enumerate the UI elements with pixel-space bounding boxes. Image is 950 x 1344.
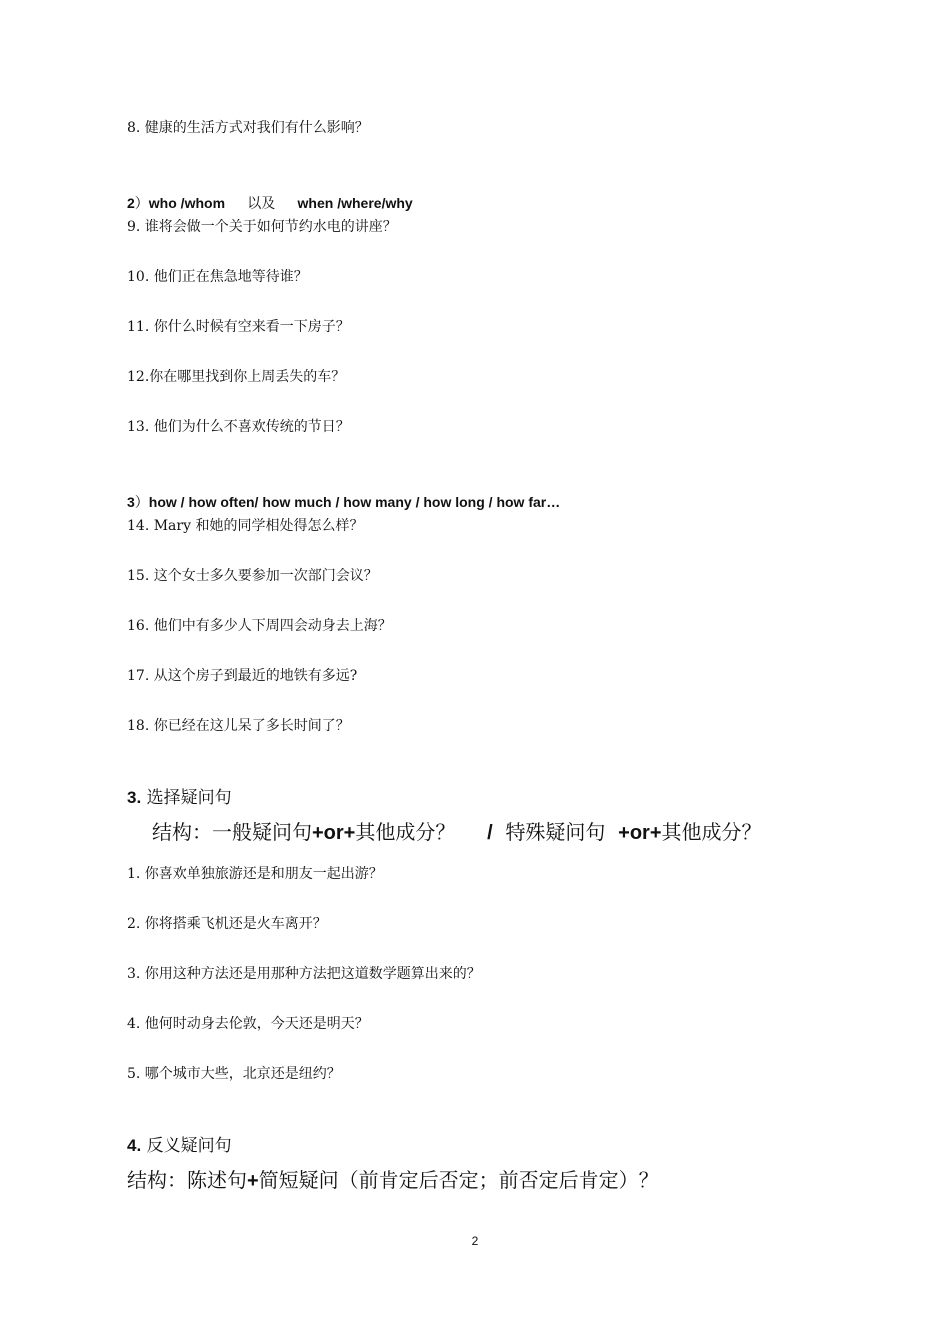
choice-question-4: 4. 他何时动身去伦敦，今天还是明天？ [127,1016,369,1032]
structure-general-question: 结构：一般疑问句 [152,820,312,844]
subheading-3-number: 3 [127,494,135,510]
structure-or-1: +or+ [312,822,356,844]
subheading-2-number: 2 [127,195,135,211]
section-3-heading [127,787,232,809]
structure-statement: 结构：陈述句 [127,1168,247,1192]
question-15: 15. 这个女士多久要参加一次部门会议？ [127,568,378,584]
question-17: 17. 从这个房子到最近的地铁有多远? [127,668,358,684]
question-16: 16. 他们中有多少人下周四会动身去上海？ [127,618,392,634]
section-4-title: 反义疑问句 [146,1136,232,1156]
structure-other-1: 其他成分？ [355,820,456,844]
subheading-2-who: who /whom [148,195,226,211]
structure-tag-question: 简短疑问（前肯定后否定；前否定后肯定）？ [258,1168,659,1192]
choice-question-3: 3. 你用这种方法还是用那种方法把这道数学题算出来的？ [127,966,481,982]
question-13: 13. 他们为什么不喜欢传统的节日？ [127,419,350,435]
section-3-title: 选择疑问句 [146,788,232,808]
section-4-heading [127,1135,232,1157]
choice-question-1: 1. 你喜欢单独旅游还是和朋友一起出游？ [127,866,383,882]
section-3-number: 3. [127,788,142,807]
section-4-structure [127,1167,659,1194]
structure-plus: + [247,1170,259,1192]
subheading-2-when: when /where/why [297,195,413,211]
page-number: 2 [471,1234,479,1248]
question-10: 10. 他们正在焦急地等待谁？ [127,269,308,285]
question-9: 9. 谁将会做一个关于如何节约水电的讲座？ [127,219,397,235]
subheading-3 [127,493,560,512]
question-12: 12.你在哪里找到你上周丢失的车？ [127,369,346,385]
section-3-structure [152,819,762,846]
structure-slash: / [487,822,493,844]
question-8: 8. 健康的生活方式对我们有什么影响？ [127,120,369,136]
subheading-3-paren: ） [134,495,149,511]
structure-other-2: 其他成分？ [661,820,762,844]
question-14: 14. Mary 和她的同学相处得怎么样？ [127,518,364,534]
section-4-number: 4. [127,1136,142,1155]
subheading-2 [127,194,413,213]
subheading-3-text: how / how often/ how much / how many / how long / how far… [148,494,561,510]
subheading-2-paren: ） [134,196,149,212]
choice-question-5: 5. 哪个城市大些，北京还是纽约？ [127,1066,341,1082]
structure-or-2: +or+ [618,822,662,844]
question-11: 11. 你什么时候有空来看一下房子？ [127,319,350,335]
choice-question-2: 2. 你将搭乘飞机还是火车离开？ [127,916,327,932]
subheading-2-and: 以及 [247,196,276,212]
structure-special-question: 特殊疑问句 [505,820,606,844]
question-18: 18. 你已经在这儿呆了多长时间了？ [127,718,350,734]
